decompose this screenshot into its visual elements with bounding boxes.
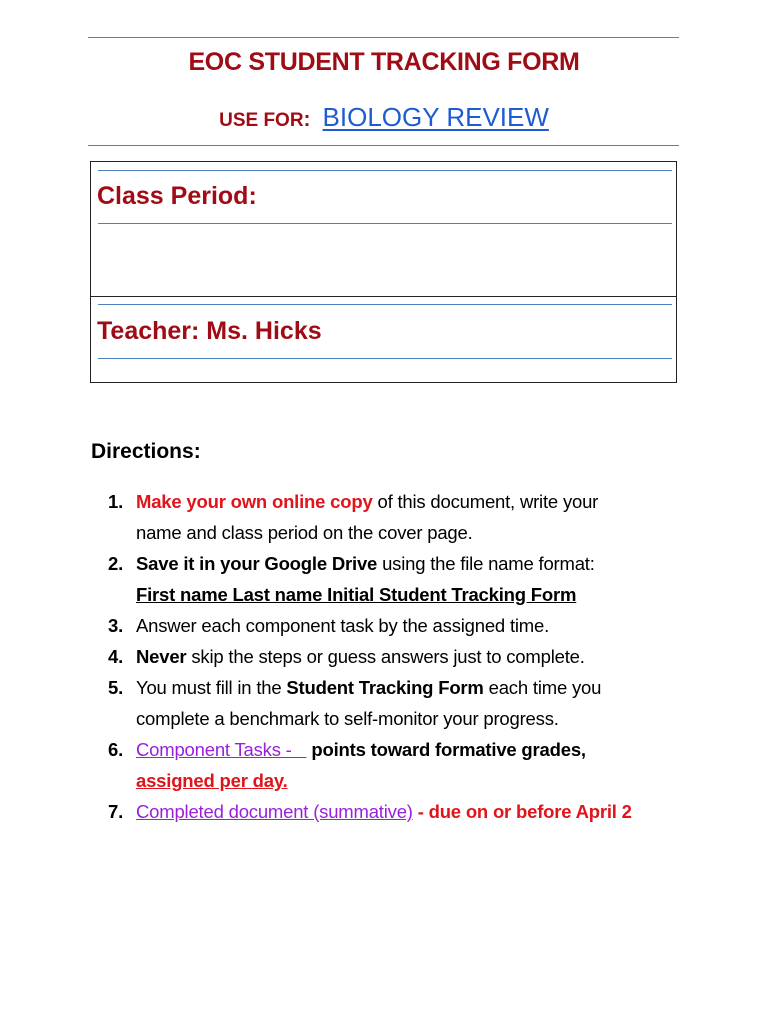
info-box bbox=[90, 161, 677, 383]
list-item bbox=[108, 734, 748, 796]
use-for-colon: : bbox=[303, 108, 311, 131]
assigned-per-day-text: assigned per day. bbox=[136, 770, 288, 791]
item-number: 4. bbox=[108, 646, 124, 667]
teacher-top-rule bbox=[98, 304, 672, 305]
save-drive-text: Save it in your Google Drive bbox=[136, 553, 378, 574]
directions-heading: Directions: bbox=[91, 440, 201, 463]
item-text: Answer each component task by the assigned time. bbox=[136, 615, 550, 636]
list-item bbox=[108, 486, 748, 548]
item-number: 7. bbox=[108, 801, 124, 822]
list-item bbox=[108, 672, 748, 734]
list-item bbox=[108, 796, 748, 827]
due-date-text: - due on or before April 2 bbox=[412, 801, 632, 822]
file-name-format: First name Last name Initial Student Tracking Form bbox=[136, 584, 577, 605]
list-item bbox=[108, 548, 748, 610]
item-number: 1. bbox=[108, 491, 124, 512]
item-text: name and class period on the cover page. bbox=[136, 522, 473, 543]
item-text: You must fill in the bbox=[136, 677, 287, 698]
header-rule bbox=[88, 145, 679, 146]
item-number: 2. bbox=[108, 553, 124, 574]
biology-review-link[interactable]: BIOLOGY REVIEW bbox=[322, 102, 549, 132]
teacher-label: Teacher: Ms. Hicks bbox=[97, 317, 322, 345]
list-item bbox=[108, 641, 748, 672]
formative-grades-text: points toward formative grades, bbox=[306, 739, 586, 760]
item-text: complete a benchmark to self-monitor your progress. bbox=[136, 708, 559, 729]
page-title: EOC STUDENT TRACKING FORM bbox=[188, 48, 580, 76]
class-period-bottom-rule bbox=[98, 223, 672, 224]
item-text: each time you bbox=[483, 677, 602, 698]
completed-document-link[interactable]: Completed document (summative) bbox=[136, 801, 413, 822]
item-number: 5. bbox=[108, 677, 124, 698]
make-copy-text: Make your own online copy bbox=[136, 491, 373, 512]
item-text: of this document, write your bbox=[372, 491, 599, 512]
never-text: Never bbox=[136, 646, 187, 667]
list-item bbox=[108, 610, 748, 641]
top-rule bbox=[88, 37, 679, 38]
class-period-top-rule bbox=[98, 170, 672, 171]
tracking-form-text: Student Tracking Form bbox=[286, 677, 484, 698]
box-divider bbox=[91, 296, 676, 297]
teacher-bottom-rule bbox=[98, 358, 672, 359]
class-period-label: Class Period: bbox=[97, 182, 257, 210]
use-for-row bbox=[0, 102, 768, 133]
item-text: skip the steps or guess answers just to complete. bbox=[186, 646, 585, 667]
item-number: 3. bbox=[108, 615, 124, 636]
use-for-label: USE FOR bbox=[219, 110, 304, 131]
component-tasks-link[interactable]: Component Tasks - bbox=[136, 739, 307, 760]
directions-list bbox=[108, 486, 748, 827]
item-number: 6. bbox=[108, 739, 124, 760]
item-text: using the file name format: bbox=[377, 553, 595, 574]
